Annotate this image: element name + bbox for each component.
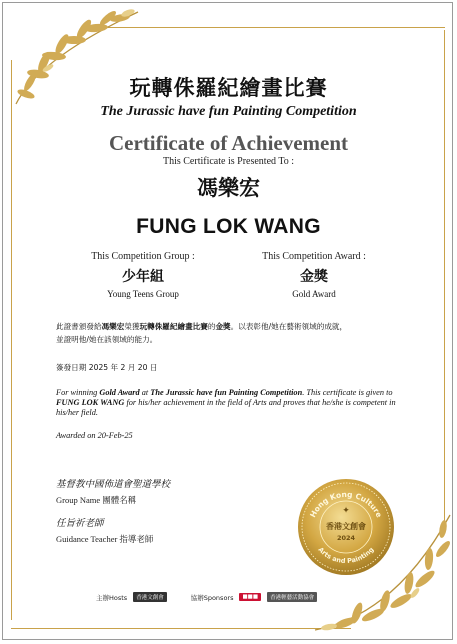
group-value-en: Young Teens Group (107, 289, 179, 299)
recipient-name-en: FUNG LOK WANG (136, 215, 321, 238)
seal-center-text: 香港文創會 (326, 522, 366, 531)
teacher-block (56, 515, 153, 545)
body-cn-name: 馮樂宏 (101, 322, 125, 331)
body-cn-part: 的 (207, 322, 216, 331)
sponsor-logo-2: 香港輕藝活動協會 (267, 592, 317, 602)
body-en-part: . This certificate is given to (302, 388, 393, 397)
issue-date-en: Awarded on 20-Feb-25 (56, 431, 133, 440)
body-cn-award: 金獎 (215, 322, 231, 331)
seal-text-top: Hong Kong Culture (308, 489, 384, 519)
body-cn-part: 。以表彰他/她在藝術領域的成就， (230, 322, 348, 331)
group-label: This Competition Group : (91, 251, 195, 262)
body-cn-part: 此證書頒發給 (56, 322, 102, 331)
group-value-cn: 少年組 (122, 269, 164, 285)
seal-year: 2024 (336, 534, 356, 542)
body-en-name: FUNG LOK WANG (56, 398, 125, 407)
body-cn-competition: 玩轉侏羅紀繪畫比賽 (139, 322, 208, 331)
presented-to-label: This Certificate is Presented To : (162, 156, 295, 167)
body-text-en (56, 388, 406, 418)
sponsor-label: 協辦Sponsors (190, 593, 234, 602)
group-name-block (56, 476, 170, 506)
body-en-award: Gold Award (99, 388, 140, 397)
award-label: This Competition Award : (262, 251, 366, 262)
certificate-title: Certificate of Achievement (108, 131, 349, 155)
award-value-en: Gold Award (292, 289, 336, 299)
award-value-cn: 金獎 (300, 269, 328, 285)
body-cn-part: 榮獲 (124, 322, 140, 331)
seal-text-bottom: Arts and Painting (316, 545, 376, 566)
teacher-label: Guidance Teacher 指導老師 (56, 534, 154, 544)
host-logo: 香港文創會 (133, 592, 167, 602)
body-text-cn (56, 320, 406, 346)
issue-date-cn: 簽發日期 2025 年 2 月 20 日 (56, 363, 158, 372)
body-en-part: For winning (56, 388, 100, 397)
bottom-gold-line (11, 628, 351, 629)
teacher-name-value: 任旨祈老師 (56, 518, 104, 529)
body-cn-line2: 並證明他/她在該領域的能力。 (56, 335, 158, 344)
sponsor-logo-1: ■■■ (239, 593, 261, 601)
competition-title-cn: 玩轉侏羅紀繪畫比賽 (129, 75, 328, 100)
footer-logos (96, 592, 317, 602)
gold-seal-icon (296, 477, 396, 577)
body-en-competition: The Jurassic have fun Painting Competition (150, 388, 303, 397)
recipient-name-cn: 馮樂宏 (197, 176, 260, 200)
group-name-value: 基督教中國佈道會聖道學校 (56, 479, 171, 490)
group-name-label: Group Name 團體名稱 (56, 495, 137, 505)
competition-title-en: The Jurassic have fun Painting Competition (100, 104, 357, 119)
host-label: 主辦Hosts (96, 593, 128, 602)
body-en-part: at (139, 388, 151, 397)
seal-star-icon: ✦ (342, 505, 350, 515)
competition-group (58, 251, 228, 299)
body-en-part: for his/her achievement in the field of Arts and proves that he/she is competent in his/her field. (56, 398, 396, 417)
competition-award (229, 251, 399, 299)
